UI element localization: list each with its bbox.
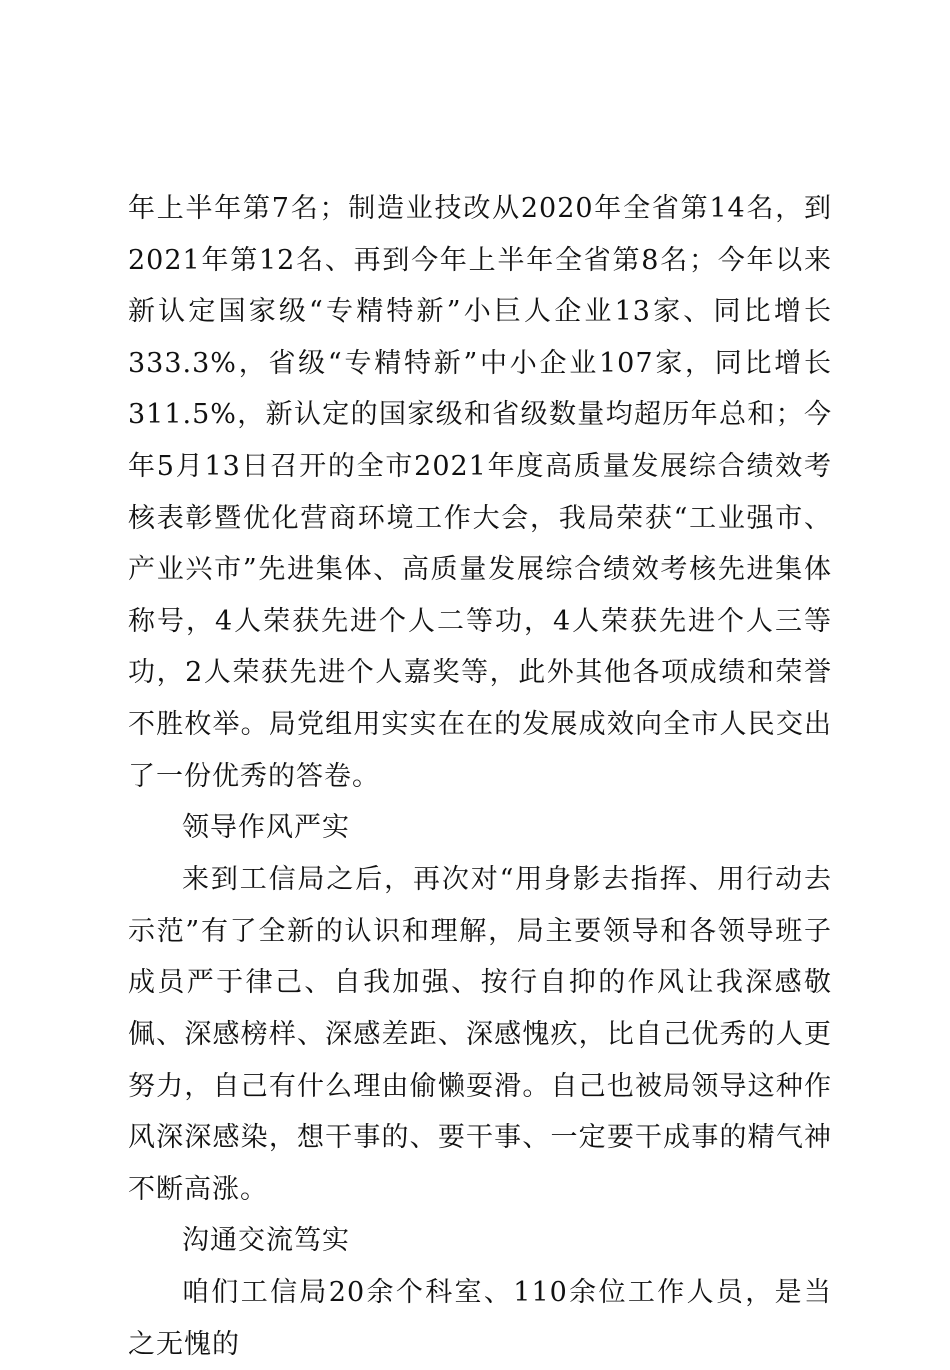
paragraph-leadership-style: 来到工信局之后，再次对“用身影去指挥、用行动去示范”有了全新的认识和理解，局主要领导和各领导班子成员严于律己、自我加强、按行自抑的作风让我深感敬佩、深感榜样、深感差距、深感愧疚，比自己优秀的人更努力，自己有什么理由偷懒耍滑。自己也被局领导这种作风深深感染，想干事的、要干事、一定要干成事的精气神不断高涨。 (128, 864, 832, 1205)
paragraph-achievements: 年上半年第7名；制造业技改从2020年全省第14名，到2021年第12名、再到今年上半年全省第8名；今年以来新认定国家级“专精特新”小巨人企业13家、同比增长333.3%，省级“专精特新”中小企业107家，同比增长311.5%，新认定的国家级和省级数量均超历年总和；今年5月13日召开的全市2021年度高质量发展综合绩效考核表彰暨优化营商环境工作大会，我局荣获“工业强市、产业兴市”先进集体、高质量发展综合绩效考核先进集体称号，4人荣获先进个人二等功，4人荣获先进个人三等功，2人荣获先进个人嘉奖等，此外其他各项成绩和荣誉不胜枚举。局党组用实实在在的发展成效向全市人民交出了一份优秀的答卷。 (128, 193, 832, 792)
paragraph-communication: 咱们工信局20余个科室、110余位工作人员，是当之无愧的 (128, 1277, 832, 1360)
section-heading-communication: 沟通交流笃实 (182, 1225, 350, 1257)
document-page (128, 183, 832, 1370)
section-heading-leadership-style: 领导作风严实 (182, 812, 350, 844)
